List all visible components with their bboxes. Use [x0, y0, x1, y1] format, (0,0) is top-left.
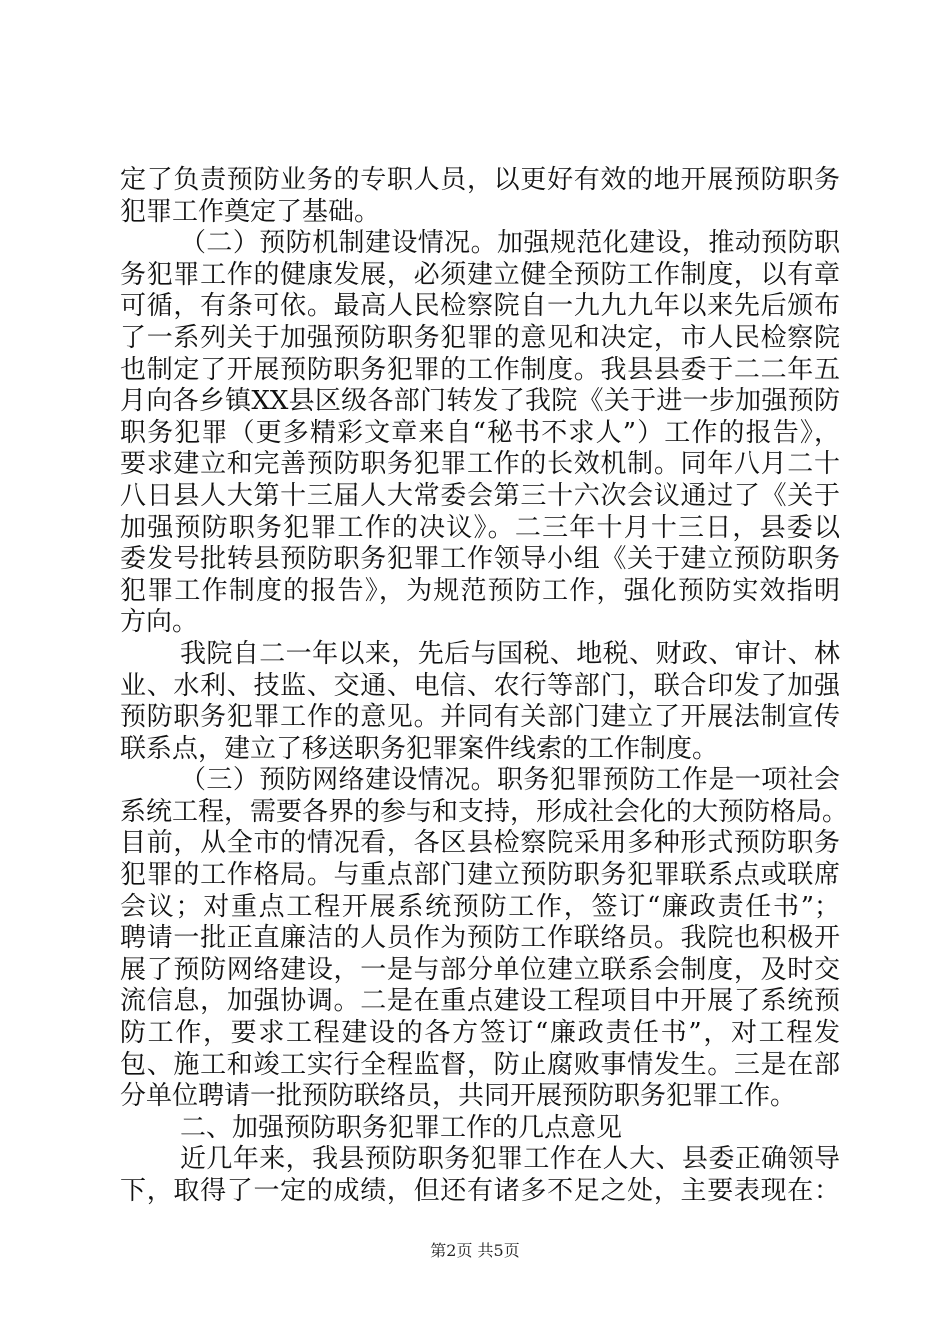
text-line: 近几年来，我县预防职务犯罪工作在人大、县委正确领导	[180, 1144, 840, 1175]
text-line: 二、加强预防职务犯罪工作的几点意见	[180, 1112, 623, 1143]
text-line: 会议；对重点工程开展系统预防工作，签订“廉政责任书”；	[120, 891, 840, 922]
text-line: （三）预防网络建设情况。职务犯罪预防工作是一项社会	[180, 765, 840, 796]
text-line: 目前，从全市的情况看，各区县检察院采用多种形式预防职务	[120, 828, 840, 859]
text-line: 犯罪工作制度的报告》，为规范预防工作，强化预防实效指明	[120, 575, 840, 606]
text-line: 月向各乡镇XX县区级各部门转发了我院《关于进一步加强预防	[120, 386, 840, 417]
text-line: 犯罪工作奠定了基础。	[120, 196, 381, 227]
text-line: 务犯罪工作的健康发展，必须建立健全预防工作制度，以有章	[120, 259, 840, 290]
text-line: 分单位聘请一批预防联络员，共同开展预防职务犯罪工作。	[120, 1081, 797, 1112]
text-line: 方向。	[120, 607, 199, 638]
text-line: 联系点，建立了移送职务犯罪案件线索的工作制度。	[120, 733, 719, 764]
text-line: 聘请一批正直廉洁的人员作为预防工作联络员。我院也积极开	[120, 923, 840, 954]
text-line: 了一系列关于加强预防职务犯罪的意见和决定，市人民检察院	[120, 322, 840, 353]
document-body	[120, 165, 849, 1208]
text-line: 防工作，要求工程建设的各方签订“廉政责任书”，对工程发	[120, 1018, 840, 1049]
text-line: 犯罪的工作格局。与重点部门建立预防职务犯罪联系点或联席	[120, 860, 840, 891]
text-line: 系统工程，需要各界的参与和支持，形成社会化的大预防格局。	[120, 796, 849, 827]
text-line: 包、施工和竣工实行全程监督，防止腐败事情发生。三是在部	[120, 1049, 840, 1080]
text-line: 下，取得了一定的成绩，但还有诸多不足之处，主要表现在：	[120, 1176, 840, 1206]
text-line: 委发号批转县预防职务犯罪工作领导小组《关于建立预防职务	[120, 544, 840, 575]
text-line: 预防职务犯罪工作的意见。并同有关部门建立了开展法制宣传	[120, 702, 840, 733]
text-line: 职务犯罪（更多精彩文章来自“秘书不求人”）工作的报告》，	[120, 417, 840, 448]
text-line: 业、水利、技监、交通、电信、农行等部门，联合印发了加强	[120, 670, 840, 701]
text-line: 展了预防网络建设，一是与部分单位建立联系会制度，及时交	[120, 954, 840, 985]
page-footer: 第2页 共5页	[430, 1241, 520, 1260]
text-line: 可循，有条可依。最高人民检察院自一九九九年以来先后颁布	[120, 291, 840, 322]
text-line: 也制定了开展预防职务犯罪的工作制度。我县县委于二二年五	[120, 354, 840, 385]
text-line: 流信息，加强协调。二是在重点建设工程项目中开展了系统预	[120, 986, 840, 1017]
text-line: 加强预防职务犯罪工作的决议》。二三年十月十三日，县委以	[120, 512, 840, 543]
text-line: 定了负责预防业务的专职人员，以更好有效的地开展预防职务	[120, 165, 840, 195]
text-line: 要求建立和完善预防职务犯罪工作的长效机制。同年八月二十	[120, 449, 840, 480]
text-line: 我院自二一年以来，先后与国税、地税、财政、审计、林	[180, 638, 840, 669]
text-line: （二）预防机制建设情况。加强规范化建设，推动预防职	[180, 228, 840, 259]
text-line: 八日县人大第十三届人大常委会第三十六次会议通过了《关于	[120, 480, 840, 511]
